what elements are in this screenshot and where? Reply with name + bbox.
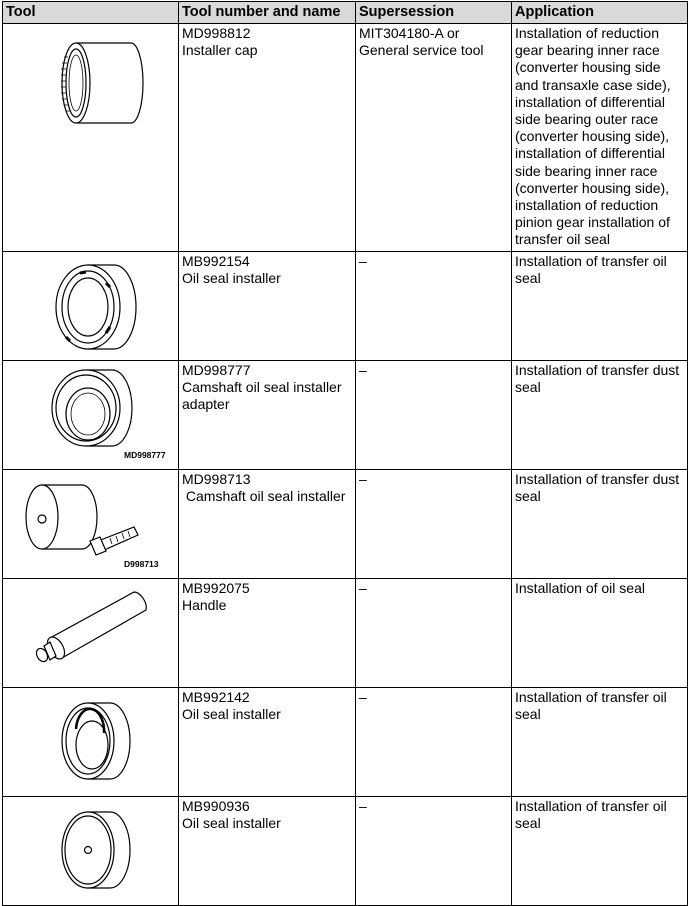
supersession-cell xyxy=(356,579,512,688)
header-supersession: Supersession xyxy=(356,2,512,24)
tool-number: MB992142 xyxy=(182,689,250,705)
tool-number: MD998713 xyxy=(182,471,251,487)
application-text: Installation of transfer oil seal xyxy=(515,253,667,287)
tool-number-name-cell xyxy=(179,24,356,252)
tool-image-cell xyxy=(3,24,179,252)
table-row xyxy=(3,361,688,470)
application-text: Installation of transfer dust seal xyxy=(515,362,680,396)
tool-number: MD998812 xyxy=(182,25,251,41)
supersession-cell xyxy=(356,361,512,470)
supersession-cell xyxy=(356,688,512,797)
tool-image-cell xyxy=(3,361,179,470)
application-cell xyxy=(512,361,688,470)
application-cell xyxy=(512,688,688,797)
tool-image-cell xyxy=(3,579,179,688)
tool-image-cell xyxy=(3,252,179,361)
supersession-cell xyxy=(356,797,512,906)
application-cell xyxy=(512,24,688,252)
tool-number-name-cell xyxy=(179,361,356,470)
application-cell xyxy=(512,470,688,579)
application-text: Installation of transfer dust seal xyxy=(515,471,680,505)
tool-image-cell xyxy=(3,688,179,797)
application-text: Installation of transfer oil seal xyxy=(515,689,667,723)
tool-number: MB992154 xyxy=(182,253,250,269)
supersession-text: – xyxy=(359,689,367,705)
table-row xyxy=(3,470,688,579)
tool-number-name-cell xyxy=(179,252,356,361)
tool-image-label: D998713 xyxy=(124,559,159,569)
supersession-text: – xyxy=(359,580,367,596)
header-application: Application xyxy=(512,2,688,24)
tool-name: Oil seal installer xyxy=(182,815,281,832)
supersession-text: MIT304180-A or General service tool xyxy=(359,25,484,59)
supersession-text: – xyxy=(359,362,367,378)
supersession-text: – xyxy=(359,798,367,814)
supersession-text: – xyxy=(359,471,367,487)
application-cell xyxy=(512,579,688,688)
tool-image-cell xyxy=(3,470,179,579)
application-text: Installation of oil seal xyxy=(515,580,645,596)
table-row xyxy=(3,579,688,688)
supersession-cell xyxy=(356,252,512,361)
table-row xyxy=(3,252,688,361)
tool-number-name-cell xyxy=(179,688,356,797)
tool-number: MB992075 xyxy=(182,580,250,596)
tool-number-name-cell xyxy=(179,579,356,688)
supersession-cell xyxy=(356,470,512,579)
table-row xyxy=(3,24,688,252)
installer-cap-icon xyxy=(6,25,182,251)
application-text: Installation of reduction gear bearing inner race (converter housing side and transaxle case side), installation of differential side bearing outer race (converter housing side), installation of differential side bearing inner race (converter housing side), installation of reduction pinion gear installation of transfer oil seal xyxy=(515,25,671,248)
tool-number: MD998777 xyxy=(182,362,251,378)
tool-name: Camshaft oil seal installer xyxy=(182,488,346,505)
oil-seal-installer-icon xyxy=(6,798,182,905)
table-row xyxy=(3,688,688,797)
tool-number-name-cell xyxy=(179,470,356,579)
header-tool: Tool xyxy=(3,2,179,24)
header-row xyxy=(3,2,688,24)
handle-icon xyxy=(6,580,182,687)
tool-image-cell xyxy=(3,797,179,906)
tool-name: Installer cap xyxy=(182,42,258,59)
tool-image-label: MD998777 xyxy=(124,450,166,460)
tool-number-name-cell xyxy=(179,797,356,906)
tool-number: MB990936 xyxy=(182,798,250,814)
special-tools-table xyxy=(2,1,688,906)
tool-name: Camshaft oil seal installer adapter xyxy=(182,379,342,413)
application-cell xyxy=(512,252,688,361)
table-row xyxy=(3,797,688,906)
tool-name: Oil seal installer xyxy=(182,270,281,287)
tool-name: Oil seal installer xyxy=(182,706,281,723)
tool-name: Handle xyxy=(182,597,227,614)
supersession-text: – xyxy=(359,253,367,269)
application-cell xyxy=(512,797,688,906)
supersession-cell xyxy=(356,24,512,252)
oil-seal-installer-icon xyxy=(6,253,182,360)
application-text: Installation of transfer oil seal xyxy=(515,798,667,832)
oil-seal-installer-icon xyxy=(6,689,182,796)
header-tool-number-and-name: Tool number and name xyxy=(179,2,356,24)
